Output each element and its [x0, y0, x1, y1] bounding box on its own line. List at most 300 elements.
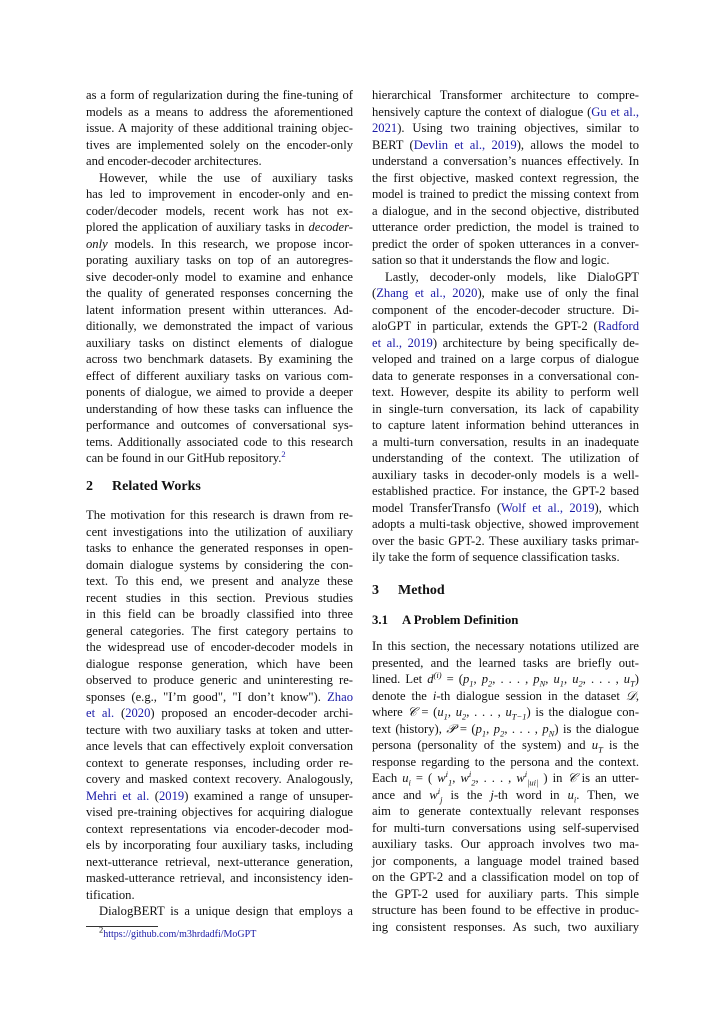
text-line [86, 153, 353, 170]
text-line [372, 302, 639, 319]
text-line [86, 524, 353, 541]
math-symbol: u [553, 672, 560, 686]
section-number: 3 [372, 583, 379, 598]
text: ) [634, 672, 639, 686]
math-symbol: p [493, 721, 501, 736]
text: -th dialogue session in the dataset [436, 688, 626, 703]
text-line [372, 335, 639, 352]
text-line [86, 788, 353, 805]
text: understand a conversation’s nuances effectively. In [372, 154, 639, 168]
text-line [372, 737, 639, 754]
text-line [86, 590, 353, 607]
text-line [86, 854, 353, 871]
text-line [372, 384, 639, 401]
text: plored the application of auxiliary tasks in [86, 220, 309, 234]
math-symbol: d [427, 672, 434, 686]
text-line [372, 450, 639, 467]
text: the widespread use of encoder-decoder models in [86, 640, 353, 654]
text: tecture with two auxiliary tasks at token and utter- [86, 722, 353, 737]
text-line [372, 688, 639, 705]
text-line [86, 771, 353, 788]
text: , . . . , [466, 705, 506, 719]
text-line [86, 285, 353, 302]
text-line [372, 252, 639, 269]
text: aim to generate contextually relevant responses [372, 804, 639, 818]
text: , [564, 672, 573, 686]
text: ( [114, 706, 126, 720]
math-symbol: u [572, 672, 579, 686]
text: = ( [455, 721, 476, 736]
text-line [372, 153, 639, 170]
text: ily take the form of sequence classification tasks. [372, 550, 620, 564]
text-line [372, 120, 639, 137]
text: , [447, 705, 456, 719]
text: domain dialogue systems by considering the con- [86, 557, 353, 572]
text: ) in [538, 771, 568, 785]
text-line [372, 638, 639, 655]
text-line [372, 754, 639, 771]
text: Each [372, 771, 403, 785]
text-line [372, 770, 639, 787]
text-line [86, 870, 353, 887]
text: models as a means to address the aforementioned [86, 104, 353, 119]
math-symbol: N [548, 728, 555, 739]
text: sation so that it understands the flow and logic. [372, 253, 610, 267]
math-symbol: 1 [448, 777, 453, 788]
text-line [372, 500, 639, 517]
text-line [86, 252, 353, 269]
math-symbol: p [542, 721, 549, 736]
math-symbol: w [429, 787, 438, 802]
text-line [86, 557, 353, 574]
text: ance levels that can effectively exploit conversation [86, 739, 353, 753]
text: However, while the use of auxiliary tasks [99, 170, 353, 185]
math-symbol: 𝒞 [567, 771, 577, 785]
text: ( [372, 286, 377, 300]
text: on the GPT-2 and a classification model on top of [372, 870, 639, 884]
citation-link[interactable]: Radford [597, 319, 639, 333]
text: ) is the dialogue [554, 721, 640, 736]
text: cent investigations into the utilization of auxiliary [86, 524, 353, 539]
text: auxiliary tasks in decoder-only models is a well- [372, 467, 639, 482]
text-line [86, 203, 353, 220]
text-line [86, 450, 353, 467]
text: to capture latent information behind utterances in [372, 418, 639, 432]
text: across two benchmark datasets. By examining the [86, 352, 353, 366]
math-symbol: j [490, 787, 494, 802]
right-column-method-text [372, 638, 639, 935]
text-line [372, 655, 639, 672]
citation-link[interactable]: 2020 [125, 706, 151, 720]
text-line [86, 540, 353, 557]
math-symbol: i [524, 768, 528, 779]
math-symbol: j [440, 794, 443, 805]
text-line [86, 573, 353, 590]
footnote-ref-link[interactable]: 2 [281, 448, 286, 459]
text: , . . . , [492, 672, 534, 686]
text: structure has been found to be effective in produc- [372, 903, 639, 917]
text: model is trained to predict the missing context from [372, 187, 639, 201]
text: latent information present within utterances. Ad- [86, 302, 353, 317]
text: context representations via encoder-decoder mod- [86, 821, 353, 836]
text-line [86, 219, 353, 236]
text: ) is the dialogue con- [526, 705, 640, 719]
text-line [372, 285, 639, 302]
text-line [372, 721, 639, 738]
text-line [86, 351, 353, 368]
section-number: 2 [86, 479, 93, 494]
text: is an utter- [576, 771, 640, 785]
footnote-mark: 2 [99, 924, 104, 935]
text-line [86, 368, 353, 385]
text: the GPT-2 used for auxiliary parts. This simple [372, 886, 639, 901]
footnote-divider [86, 926, 158, 927]
text-line [86, 507, 353, 524]
text-line [372, 186, 639, 203]
text: = ( [416, 705, 438, 719]
text: ) examined a range of unsuper- [184, 788, 353, 803]
text-line [86, 269, 353, 286]
citation-link[interactable]: et al. [86, 706, 115, 720]
text: , . . . , [504, 721, 543, 736]
text: , . . . , [475, 771, 517, 785]
text-line [86, 705, 353, 722]
text: covery and masked context recovery. Analogously, [86, 772, 353, 786]
text: ). Using two training objectives, similar to [397, 121, 639, 135]
text-line [372, 902, 639, 919]
math-symbol: i [432, 688, 437, 703]
text: auxiliary tasks on distinct elements of dialogue [86, 335, 353, 350]
text: ) proposed an encoder-decoder archi- [150, 706, 353, 720]
text: tasks to enhance the generated responses in open- [86, 541, 353, 555]
text-line [86, 417, 353, 434]
text: the first objective, masked context regression, the [372, 170, 639, 185]
text: predict the order of spoken utterances in a conver- [372, 236, 639, 251]
math-symbol: 1 [443, 711, 448, 722]
text: , [486, 721, 494, 736]
text-line [86, 656, 353, 673]
text: lined. Let [372, 672, 428, 686]
citation-link[interactable]: 2019 [159, 788, 185, 803]
math-symbol: u [567, 787, 574, 802]
text-line [372, 203, 639, 220]
text: tification. [86, 887, 135, 902]
text: masked-utterance retrieval, and inconsistency iden- [86, 871, 353, 885]
text-line [372, 533, 639, 550]
text-line [86, 434, 353, 451]
text: ), which [594, 500, 639, 515]
text: understanding of how these tasks can influence the [86, 401, 353, 416]
text: ), allows the model to [516, 137, 639, 152]
text: general categories. The first category pertains to [86, 623, 353, 638]
math-symbol: N [539, 678, 546, 689]
math-symbol: u [505, 705, 512, 719]
text: as a form of regularization during the fine-tuning of [86, 88, 353, 102]
text: ing consistent responses. As such, two auxiliary [372, 919, 639, 934]
footnote-github-link[interactable]: https://github.com/m3hrdadfi/MoGPT [103, 929, 257, 940]
text: , [545, 672, 554, 686]
text: DialogBERT is a unique design that employs a [99, 904, 353, 918]
text: Lastly, decoder-only models, like DialoGPT [385, 269, 639, 284]
text: observed to produce generic and uninteresting re- [86, 673, 353, 687]
text-line [372, 704, 639, 721]
subsection-heading-problem-definition [372, 613, 518, 628]
text: = ( [410, 771, 438, 785]
section-title: Method [398, 583, 445, 598]
text-line [372, 318, 639, 335]
text: , [452, 771, 461, 785]
text-line [372, 516, 639, 533]
text: in single-turn conversation, its lack of capability [372, 401, 639, 416]
text: is the [602, 738, 639, 752]
text-line [372, 787, 639, 804]
text-line [86, 821, 353, 838]
text: ponents of dialogue, we aimed to provide a deeper [86, 385, 353, 399]
text-line [86, 186, 353, 203]
text: persona (personality of the system) and [372, 738, 592, 752]
text-line [372, 236, 639, 253]
math-symbol: 𝒞 [407, 705, 417, 719]
text-line [86, 672, 353, 689]
text: = ( [441, 672, 463, 686]
text: adopts a multi-task objective, showed improvement [372, 517, 639, 531]
text: hierarchical Transformer architecture to compre- [372, 88, 639, 102]
math-symbol: u [591, 738, 599, 752]
text-line [86, 755, 353, 772]
math-symbol: w [437, 771, 446, 785]
text-line [86, 236, 353, 253]
math-symbol: u [623, 672, 631, 686]
text-line [372, 219, 639, 236]
citation-link[interactable]: Zhao [327, 689, 353, 704]
text: . Then, we [576, 787, 639, 802]
text-line [372, 368, 639, 385]
text: presented, and the learned tasks are briefly out- [372, 655, 639, 670]
text-line [372, 836, 639, 853]
text: over the basic GPT-2. These auxiliary tasks primar- [372, 533, 639, 548]
text-line [372, 269, 639, 286]
text-line [372, 104, 639, 121]
text: understanding of the context. The utilization of [372, 451, 639, 465]
math-symbol: 2 [471, 777, 476, 788]
text-line [86, 170, 353, 187]
citation-link[interactable]: Zhang et al., 2020 [376, 286, 478, 300]
text: utterance order prediction, the model is trained to [372, 220, 639, 234]
math-symbol: u [455, 705, 463, 719]
left-column-intro-text [86, 87, 353, 467]
text-line [372, 467, 639, 484]
text: issue. A majority of these additional training objec- [86, 121, 353, 135]
text-line [86, 87, 353, 104]
text: aloGPT in particular, extends the GPT-2 ( [372, 319, 598, 333]
math-symbol: (i) [433, 669, 442, 680]
text-line [86, 335, 353, 352]
text-line [86, 606, 353, 623]
math-symbol: i [445, 768, 449, 779]
text: text (history), [372, 721, 447, 736]
text: can be found in our GitHub repository. [86, 451, 282, 465]
math-symbol: 2 [462, 711, 467, 722]
text-line [86, 722, 353, 739]
text: and encoder-decoder architectures. [86, 154, 262, 168]
citation-link[interactable]: Devlin et al., 2019 [413, 137, 517, 152]
text: sive decoder-only model to examine and enhance [86, 269, 353, 284]
math-symbol: 𝒟 [625, 688, 636, 703]
text: vised pre-training objectives for acquiring dialogue [86, 805, 353, 819]
citation-link[interactable]: 2021 [372, 121, 398, 135]
math-symbol: i [573, 794, 577, 805]
text: auxiliary tasks. Our approach involves two ma- [372, 837, 639, 851]
text: established practice. For instance, the GPT-2 based [372, 484, 639, 498]
math-symbol: 2 [500, 728, 505, 739]
text: has led to improvement in encoder-only and en- [86, 187, 353, 201]
text: performance and outcomes of conversational sys- [86, 418, 353, 432]
emphasis-text: decoder- [308, 220, 353, 234]
text-line [372, 87, 639, 104]
text: a dialogue, and in the second objective, distributed [372, 203, 639, 218]
text-line [86, 384, 353, 401]
text-line [372, 820, 639, 837]
math-symbol: 1 [469, 678, 474, 689]
text-line [372, 351, 639, 368]
text: a multi-turn conversation, results in an inadequate [372, 434, 639, 449]
math-symbol: p [475, 721, 482, 736]
text: data to generate responses in a conversational con- [372, 368, 639, 383]
math-symbol: T [630, 678, 635, 689]
text-line [86, 738, 353, 755]
text: where [372, 705, 408, 719]
text-line [86, 804, 353, 821]
math-symbol: w [460, 771, 469, 785]
text-line [86, 137, 353, 154]
text-line [86, 302, 353, 319]
right-column-related-works-text [372, 87, 639, 566]
text: ditionally, we demonstrated the impact of various [86, 319, 353, 333]
math-symbol: w [516, 771, 525, 785]
text: , [635, 688, 639, 703]
text-line [86, 120, 353, 137]
text: response regarding to the persona and the context. [372, 754, 639, 769]
text-line [372, 483, 639, 500]
citation-link[interactable]: et al., 2019 [372, 335, 433, 350]
text: els by incorporating four auxiliary tasks, including [86, 838, 353, 852]
citation-link[interactable]: Mehri et al. [86, 788, 150, 803]
text: the quality of generated responses concerning the [86, 286, 353, 300]
text-line [372, 401, 639, 418]
text: veloped and trained on a large corpus of dialogue [372, 352, 639, 366]
text: jor components, a language model trained based [372, 853, 639, 868]
math-symbol: 𝒫 [446, 721, 456, 736]
text-line [372, 886, 639, 903]
text-line [372, 549, 639, 566]
math-symbol: 1 [481, 728, 487, 739]
math-symbol: p [533, 672, 540, 686]
text: ( [149, 788, 159, 803]
math-symbol: i [437, 785, 441, 796]
text-line [86, 401, 353, 418]
subsection-number: 3.1 [372, 613, 388, 627]
math-symbol: T [598, 744, 603, 755]
text-line [372, 170, 639, 187]
text: for multi-turn conversations using self-supervised [372, 820, 639, 835]
text: porating auxiliary tasks on top of an autoregres- [86, 253, 353, 267]
text: tives are implemented solely on the encoder-only [86, 137, 353, 152]
text-line [372, 137, 639, 154]
text: component of the encoder-decoder structure. Di- [372, 302, 639, 317]
text: context to generate responses, including order re- [86, 755, 353, 770]
text: dialogue response generation, which have been [86, 656, 353, 671]
text: is the [442, 787, 491, 802]
text: coder/decoder models, recent work has not ex- [86, 203, 353, 218]
section-title: Related Works [112, 479, 201, 494]
text-line [86, 887, 353, 904]
text: next-utterance retrieval, next-utterance generation, [86, 854, 353, 869]
text: tems. Additionally associated code to this research [86, 434, 353, 449]
emphasis-text: only [86, 236, 108, 251]
text-line [372, 803, 639, 820]
text: , [473, 672, 482, 686]
left-column-related-works-text [86, 507, 353, 920]
section-heading-related-works [86, 479, 201, 495]
footnote [99, 924, 257, 940]
text: sponses (e.g., "I’m good", "I don’t know"). [86, 689, 328, 704]
text: ), make use of only the final [477, 286, 640, 300]
subsection-title: A Problem Definition [402, 613, 519, 627]
text-line [86, 318, 353, 335]
math-symbol: 2 [488, 678, 493, 689]
math-symbol: i [408, 777, 411, 788]
math-symbol: 2 [578, 678, 583, 689]
text-line [372, 853, 639, 870]
text-line [372, 434, 639, 451]
text: In this section, the necessary notations utilized are [372, 639, 639, 653]
text-line [86, 903, 353, 920]
text: denote the [372, 688, 433, 703]
math-symbol: |ui| [527, 777, 539, 788]
text-line [86, 623, 353, 640]
text-line [372, 869, 639, 886]
text: text. To this end, we present and analyze these [86, 574, 353, 588]
text: text. However, despite its ability to perform well [372, 385, 639, 399]
text-line [372, 919, 639, 936]
math-symbol: p [481, 672, 489, 686]
math-symbol: u [402, 771, 409, 785]
math-symbol: i [468, 768, 472, 779]
text-line [86, 837, 353, 854]
text-line [86, 689, 353, 706]
text-line [372, 417, 639, 434]
text: in this field can be broadly classified into three [86, 607, 353, 621]
text: BERT ( [372, 137, 414, 152]
text-line [372, 671, 639, 688]
text: ) architecture by being specifically de- [432, 335, 639, 350]
text: models. In this research, we propose incor- [107, 236, 353, 251]
text: recent studies in this section. Previous studies [86, 590, 353, 605]
section-heading-method [372, 583, 445, 599]
math-symbol: 1 [559, 678, 564, 689]
text-line [86, 104, 353, 121]
text: The motivation for this research is drawn from re- [86, 508, 353, 522]
text-line [86, 639, 353, 656]
text: hensively capture the context of dialogue ( [372, 104, 592, 119]
math-symbol: p [462, 672, 470, 686]
text: , . . . , [582, 672, 624, 686]
math-symbol: T−1 [511, 711, 527, 722]
text: ance and [372, 787, 430, 802]
text: -th word in [493, 787, 568, 802]
citation-link[interactable]: Gu et al., [591, 104, 639, 119]
citation-link[interactable]: Wolf et al., 2019 [501, 500, 595, 515]
